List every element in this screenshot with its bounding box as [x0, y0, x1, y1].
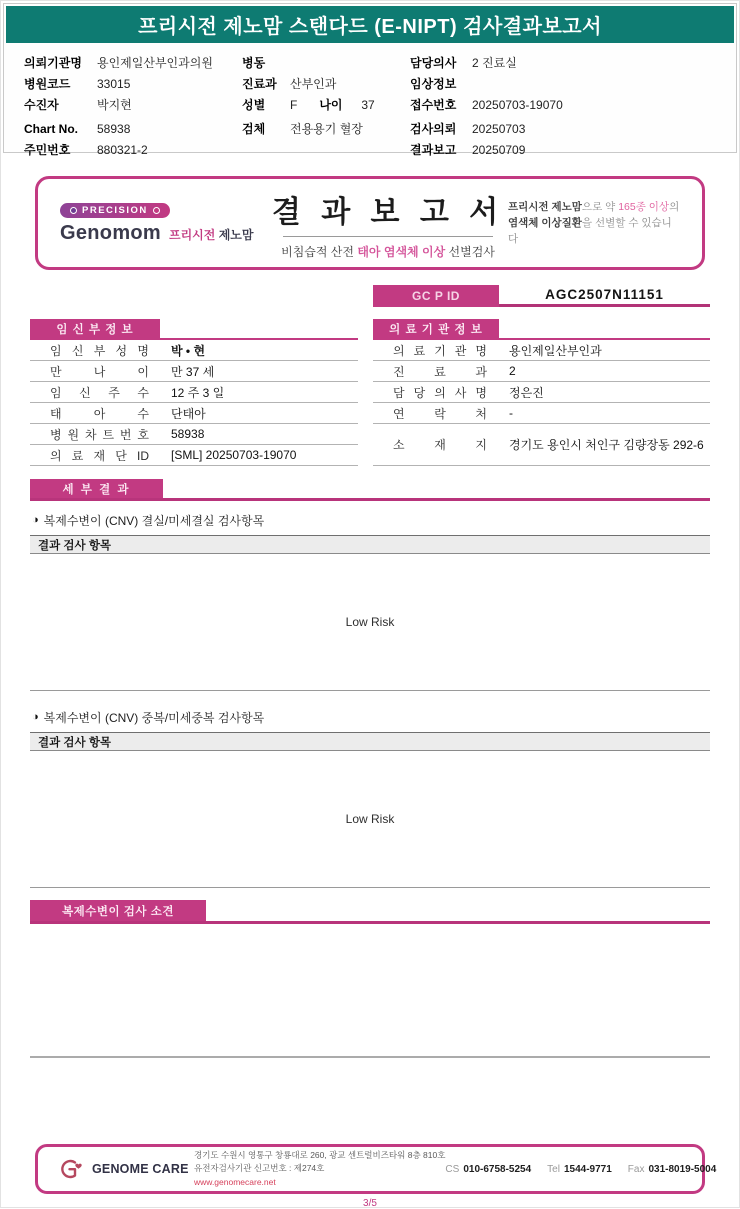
field-label: 진료과: [242, 77, 277, 91]
info-column-1: [24, 52, 242, 160]
footer: [35, 1144, 717, 1194]
field-value: F: [290, 97, 298, 112]
subtitle-prefix: 비침습적 산전: [281, 244, 358, 259]
mother-info-header: [30, 319, 358, 340]
field-label: 검사의뢰: [410, 122, 457, 136]
info-row-doctor: [410, 52, 736, 73]
cnv-deletion-result: [30, 554, 710, 691]
clinic-info-table: [373, 319, 710, 466]
table-row: [30, 340, 358, 361]
brand-line: [60, 222, 268, 245]
row-label: 태 아 수: [50, 406, 149, 421]
info-row-specimen: [242, 118, 410, 139]
detail-results-title: 세 부 결 과: [30, 479, 163, 498]
report-body: [0, 153, 740, 1208]
field-value: 20250703: [472, 121, 526, 136]
findings-section-bar: [30, 900, 710, 924]
row-label: 소 재 지: [393, 438, 487, 452]
title-divider: [283, 236, 493, 237]
info-row-patient: [24, 94, 242, 115]
cnv-deletion-heading: [30, 512, 710, 529]
row-value: 박 • 현: [171, 343, 206, 358]
registration-line: 유전자검사기관 신고번호 : 제274호: [194, 1163, 325, 1174]
row-value: -: [509, 406, 513, 420]
genomom-wordmark: Genomom: [60, 222, 161, 244]
cnv-heading-text: 복제수변이 (CNV) 결실/미세결실 검사항목: [43, 514, 265, 528]
info-row-ward: [242, 52, 410, 73]
row-value: 경기도 용인시 처인구 김량장동 292-6: [509, 438, 704, 452]
findings-title: 복제수변이 검사 소견: [30, 900, 206, 921]
contact-value: 031-8019-5004: [648, 1163, 717, 1175]
brand-kr-genomom: 제노맘: [218, 228, 254, 242]
field-label: 접수번호: [410, 98, 457, 112]
row-label: 진 료 과: [393, 364, 487, 379]
info-row-hospital-code: [24, 73, 242, 94]
masthead-title-block: [268, 187, 508, 260]
gc-p-id-value: AGC2507N11151: [499, 285, 710, 307]
risk-result-text: Low Risk: [345, 615, 395, 629]
genome-care-logo: [56, 1157, 194, 1181]
field-label: 담당의사: [410, 56, 457, 70]
genome-care-wordmark: GENOME CARE: [92, 1162, 189, 1176]
field-label: 검체: [242, 122, 266, 136]
field-label: 병동: [242, 56, 266, 70]
contact-label: Fax: [627, 1163, 645, 1175]
table-row: [373, 403, 710, 424]
table-row: [373, 424, 710, 466]
row-value: 12 주 3 일: [171, 385, 225, 400]
field-value: 58938: [97, 121, 131, 136]
table-row: [30, 424, 358, 445]
table-row: [30, 361, 358, 382]
brand-korean-name: [169, 226, 254, 243]
cnv-duplication-result: [30, 751, 710, 888]
promo-highlight: 165종 이상: [618, 200, 670, 213]
patient-info-grid: [4, 45, 736, 160]
promo-brand: 프리시전 제노맘: [508, 200, 582, 213]
report-subtitle: [281, 243, 495, 260]
field-value: 전용용기 혈장: [290, 122, 363, 136]
footer-contacts: [445, 1164, 716, 1175]
contact-value: 1544-9771: [563, 1163, 612, 1175]
findings-empty-area: [30, 924, 710, 1058]
row-value: 58938: [171, 427, 205, 441]
row-label: 담 당 의 사 명: [393, 385, 487, 400]
table-row: [373, 361, 710, 382]
genomom-brand: [60, 201, 268, 245]
field-value: 산부인과: [290, 77, 337, 91]
mother-info-table: [30, 319, 358, 466]
field-label: 결과보고: [410, 143, 457, 157]
row-label: 임 신 부 성 명: [50, 343, 149, 358]
promo-bold: 염색체 이상질환: [508, 216, 582, 229]
document-title-bar: [6, 6, 734, 43]
cnv-duplication-result-header: 결과 검사 항목: [30, 732, 710, 751]
info-column-2: [242, 52, 410, 160]
brand-kr-precision: 프리시전: [169, 228, 216, 242]
info-row-chart-no: [24, 118, 242, 139]
field-value: 20250703-19070: [472, 97, 563, 112]
masthead-promo-text: [508, 199, 680, 248]
field-value: 2 진료실: [472, 56, 517, 70]
promo-text: 을 선별할 수 있습니다: [508, 216, 672, 246]
precision-dot-icon: [70, 207, 77, 214]
website-url: www.genomecare.net: [194, 1176, 276, 1187]
report-title: 결 과 보 고 서: [271, 195, 505, 229]
row-value: 용인제일산부인과: [509, 343, 602, 358]
field-label: 의뢰기관명: [24, 56, 82, 70]
promo-text: 으로 약: [581, 200, 619, 213]
row-value: [SML] 20250703-19070: [171, 448, 297, 462]
clinic-info-header: [373, 319, 710, 340]
row-label: 의 료 재 단 ID: [50, 448, 149, 463]
detail-results-section-bar: [30, 479, 710, 501]
half-circle-icon: ◑: [32, 514, 39, 526]
clinic-info-title: 의 료 기 관 정 보: [373, 319, 499, 338]
field-value: 박지현: [97, 98, 132, 112]
field-label: 주민번호: [24, 143, 71, 157]
field-label: 나이: [319, 98, 343, 112]
subtitle-highlight: 태아 염색체 이상: [357, 244, 446, 259]
gc-p-id-bar: [373, 285, 710, 307]
field-label: 성별: [242, 98, 266, 112]
info-tables: [30, 319, 710, 466]
table-row: [30, 382, 358, 403]
contact-label: Tel: [547, 1163, 560, 1175]
field-value: 37: [361, 97, 375, 112]
mother-info-title: 임 신 부 정 보: [30, 319, 160, 338]
cnv-heading-text: 복제수변이 (CNV) 중복/미세중복 검사항목: [43, 711, 265, 725]
contact-tel: [547, 1164, 612, 1175]
precision-dot-icon: [153, 207, 160, 214]
field-value: 용인제일산부인과의원: [97, 56, 213, 70]
half-circle-icon: ◑: [32, 711, 39, 723]
info-row-sex-age: [242, 94, 410, 115]
lab-request-header: [3, 3, 737, 157]
footer-address: [194, 1149, 445, 1189]
page-number: 3/5: [363, 1198, 377, 1209]
row-value: 2: [509, 364, 516, 378]
field-label: Chart No.: [24, 121, 78, 136]
contact-cs: [445, 1164, 531, 1175]
field-label: 병원코드: [24, 77, 71, 91]
row-label: 연 락 처: [393, 406, 487, 421]
table-row: [30, 403, 358, 424]
row-value: 정은진: [509, 385, 544, 400]
cnv-deletion-result-header: 결과 검사 항목: [30, 535, 710, 554]
row-label: 만 나 이: [50, 364, 149, 379]
subtitle-suffix: 선별검사: [445, 244, 495, 259]
field-value: 33015: [97, 76, 131, 91]
table-row: [373, 382, 710, 403]
info-row-department: [242, 73, 410, 94]
table-row: [373, 340, 710, 361]
precision-badge-label: PRECISION: [82, 205, 148, 216]
address-line: 경기도 수원시 영통구 창룡대로 260, 광교 센트럴비즈타워 8층 810호: [194, 1150, 446, 1161]
contact-label: CS: [445, 1163, 460, 1175]
report-masthead: [35, 176, 705, 270]
genome-care-logo-icon: [56, 1157, 86, 1181]
contact-fax: [628, 1164, 717, 1175]
info-column-3: [410, 52, 736, 160]
risk-result-text: Low Risk: [345, 812, 395, 826]
row-value: 만 37 세: [171, 364, 215, 379]
info-row-receipt-no: [410, 94, 736, 115]
table-row: [30, 445, 358, 466]
contact-value: 010-6758-5254: [463, 1163, 532, 1175]
info-row-clinical-info: [410, 73, 736, 94]
precision-badge: [60, 203, 170, 218]
row-label: 병 원 차 트 번 호: [50, 427, 149, 442]
gc-p-id-label: GC P ID: [373, 285, 499, 307]
row-label: 임 신 주 수: [50, 385, 149, 400]
promo-text: 의: [669, 200, 680, 213]
info-row-requesting-org: [24, 52, 242, 73]
row-value: 단태아: [171, 406, 206, 421]
field-value: 20250709: [472, 142, 526, 157]
cnv-duplication-heading: [30, 709, 710, 726]
field-label: 임상정보: [410, 77, 457, 91]
field-label: 수진자: [24, 98, 59, 112]
document-title: 프리시전 제노맘 스탠다드 (E-NIPT) 검사결과보고서: [138, 16, 602, 38]
field-value: 880321-2: [97, 142, 148, 157]
row-label: 의 료 기 관 명: [393, 343, 487, 358]
info-row-test-requested: [410, 118, 736, 139]
